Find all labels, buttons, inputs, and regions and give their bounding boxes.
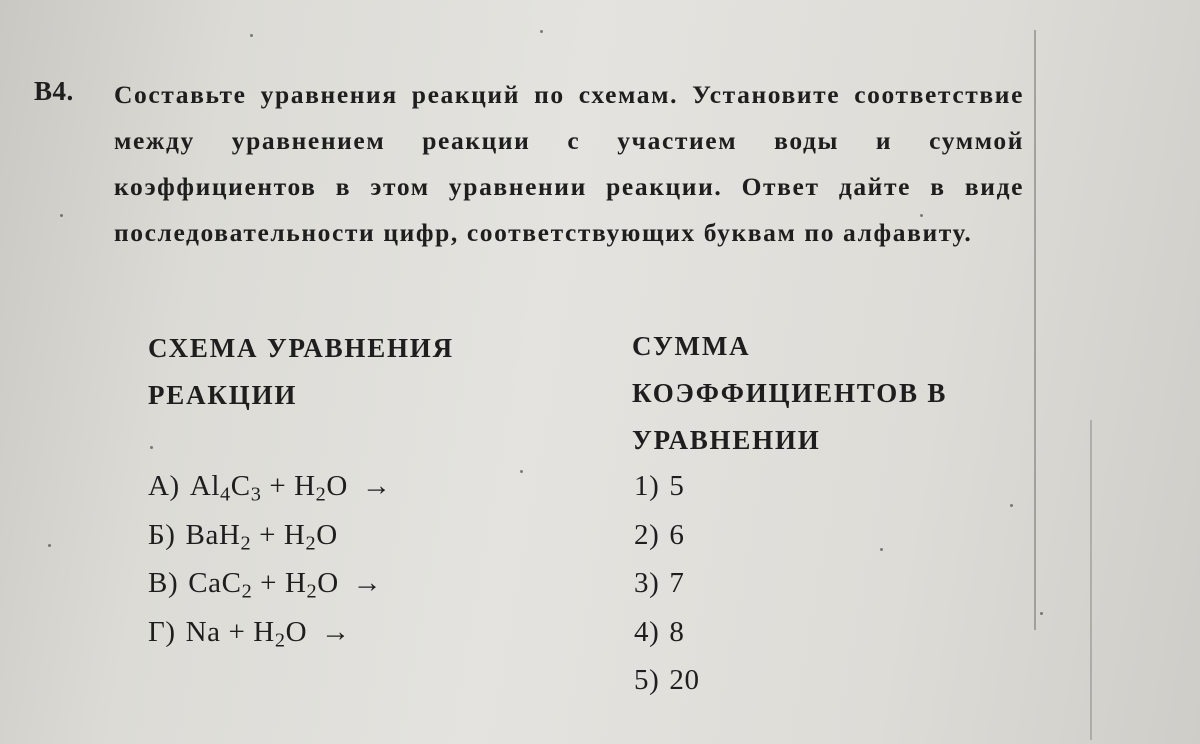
sum-number: 1)	[634, 470, 660, 502]
task-text: Составьте уравнения реакций по схемам. Установите соответствие между уравнением реакции с участием воды и суммой коэффициентов в этом уравнении реакции. Ответ дайте в виде последовательности цифр, соответствующих буквам по алфавиту.	[114, 80, 1024, 247]
sum-column-header: СУММА КОЭФФИЦИЕНТОВ В УРАВНЕНИИ	[632, 331, 948, 455]
paper-speck	[920, 214, 923, 217]
sum-number: 5)	[634, 664, 660, 696]
paper-speck	[48, 544, 51, 547]
sum-number: 4)	[634, 615, 660, 648]
paper-speck	[150, 446, 153, 449]
sum-item	[634, 660, 700, 709]
scheme-letter: Г)	[148, 615, 176, 648]
page-edge-line-lower	[1090, 420, 1092, 740]
reaction-arrow: →	[353, 470, 392, 502]
scheme-list	[148, 466, 391, 660]
scheme-item	[148, 612, 391, 661]
sum-item	[634, 515, 700, 564]
paper-speck	[250, 34, 253, 37]
page-edge-line	[1034, 30, 1036, 630]
sum-item	[634, 563, 700, 612]
scheme-letter: В)	[148, 567, 179, 599]
sum-item	[634, 466, 700, 515]
scheme-item	[148, 466, 391, 515]
scheme-formula: $Al_4C_3 + H_2O$	[189, 470, 348, 506]
paper-speck	[540, 30, 543, 33]
reaction-arrow: →	[313, 615, 351, 648]
paper-speck	[520, 470, 523, 473]
sum-item	[634, 612, 700, 661]
sum-value: 6	[669, 518, 685, 551]
paper-speck	[880, 548, 883, 551]
sum-list	[634, 466, 700, 709]
scheme-letter: Б)	[148, 518, 176, 551]
sum-value: 5	[669, 470, 685, 502]
paper-speck	[1040, 612, 1043, 615]
scheme-formula: $CaC_2 + H_2O$	[188, 567, 339, 603]
scheme-letter: А)	[148, 470, 180, 502]
sum-value: 20	[669, 664, 700, 696]
task-number: B4.	[34, 76, 74, 106]
paper-speck	[60, 214, 63, 217]
scheme-column-header: СХЕМА УРАВНЕНИЯ РЕАКЦИИ	[148, 333, 454, 410]
paper-speck	[1010, 504, 1013, 507]
sum-value: 8	[669, 615, 685, 648]
sum-number: 3)	[634, 567, 660, 599]
scheme-formula: $BaH_2 + H_2O$	[185, 518, 338, 555]
sum-number: 2)	[634, 518, 660, 551]
reaction-arrow: →	[344, 567, 383, 599]
scheme-formula: $Na + H_2O$	[185, 615, 308, 652]
scheme-item	[148, 563, 391, 612]
scheme-item	[148, 515, 391, 564]
sum-value: 7	[669, 567, 685, 599]
